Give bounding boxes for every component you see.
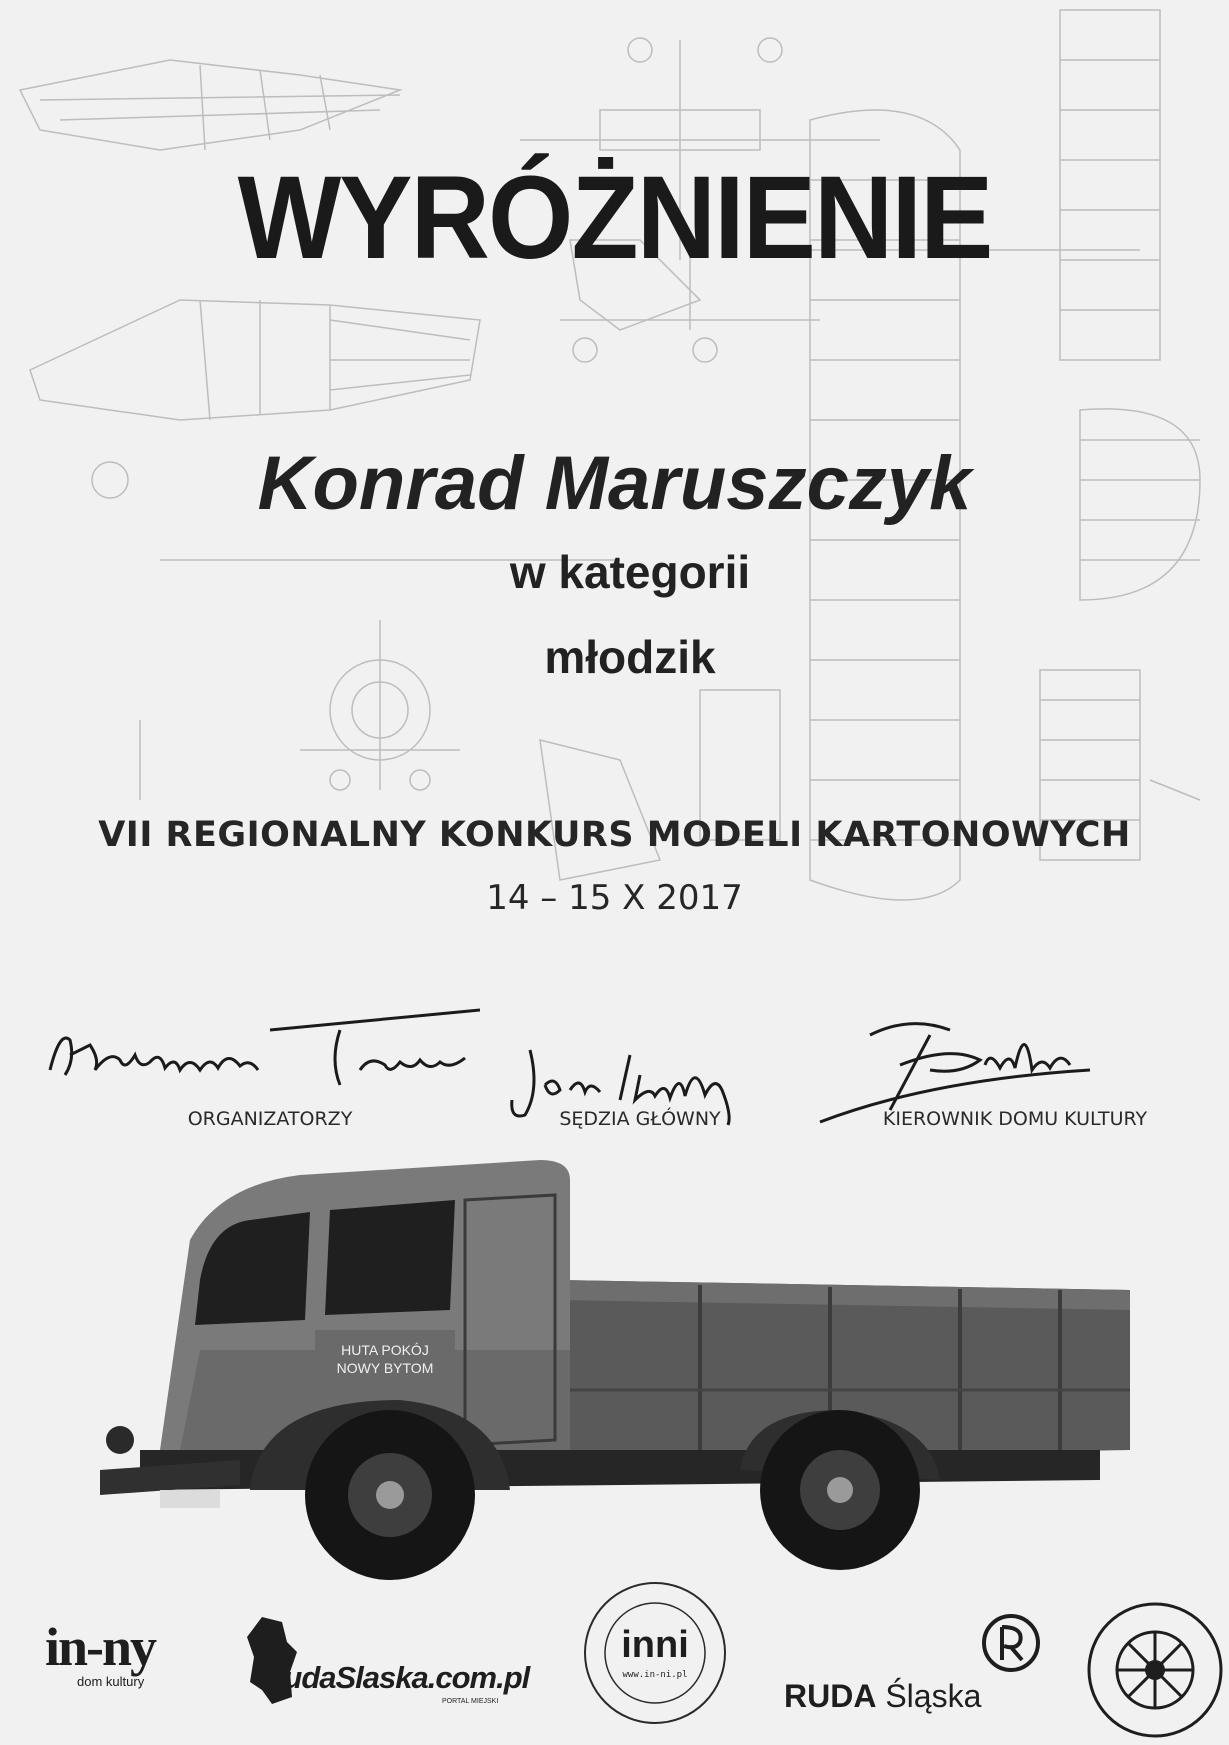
inni-logo [580, 1578, 730, 1728]
recipient-name: Konrad Maruszczyk [257, 441, 972, 526]
rudaslaska-portal-subtitle: PORTAL MIEJSKI [442, 1698, 499, 1705]
rudaslaska-portal-logo [242, 1612, 532, 1712]
ruda-crest-icon [980, 1612, 1042, 1674]
truck-door-text-2: NOWY BYTOM [336, 1360, 434, 1376]
inny-logo-text: in-ny [45, 1617, 156, 1677]
contest-name: VII REGIONALNY KONKURS MODELI KARTONOWYCH [98, 815, 1131, 855]
category-name: młodzik [544, 631, 716, 683]
certificate-title: WYRÓŻNIENIE [237, 152, 992, 284]
inny-logo [45, 1617, 205, 1710]
ruda-city-bold: RUDA [784, 1678, 877, 1714]
inni-url: www.in-ni.pl [622, 1670, 688, 1680]
truck-photo [100, 1150, 1140, 1590]
rudaslaska-portal-text: RudaSlaska.com.pl [262, 1660, 530, 1695]
role-organizers: ORGANIZATORZY [187, 1108, 353, 1130]
inny-logo-subtitle: dom kultury [77, 1674, 145, 1689]
role-culture-house-director: KIEROWNIK DOMU KULTURY [882, 1108, 1148, 1130]
organizers-signature [40, 1000, 480, 1100]
ruda-slaska-city-logo [784, 1678, 1004, 1728]
rmk-logo [1085, 1600, 1225, 1740]
contest-dates: 14 – 15 X 2017 [486, 878, 743, 918]
truck-door-text-1: HUTA POKÓJ [341, 1342, 429, 1358]
role-chief-judge: SĘDZIA GŁÓWNY [559, 1108, 721, 1130]
ruda-city-text: Śląska [885, 1678, 982, 1714]
category-prefix: w kategorii [509, 546, 751, 598]
inni-logo-text: inni [621, 1624, 689, 1666]
